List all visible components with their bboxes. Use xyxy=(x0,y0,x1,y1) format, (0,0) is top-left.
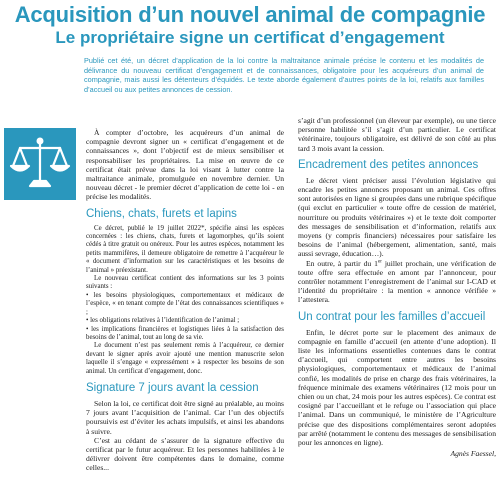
text-run: juillet prochain, une vérification de toute offre sera effectuée en amont par l’annonceur, pour contrôler notamment l’enregistrement de l’animal sur I-CAD et l’identité du propriétaire : la mention « annonce vérifiée » l’attestera. xyxy=(298,258,496,305)
right-column xyxy=(298,116,496,459)
intro-paragraph: Publié cet été, un décret d’application de la loi contre la maltraitance animale précise le contenu et les modalités de délivrance du nouveau certificat d’engagement et de connaissances, obligatoire pour les acquéreurs d’un animal de compagnie, mais aussi les détenteurs d’équidés. Le texte aborde également d’autres points de la loi, relatifs aux familles d’accueil ou aux petites annonces de cession. xyxy=(84,56,484,94)
section-heading: Un contrat pour les familles d’accueil xyxy=(298,310,486,323)
left-column xyxy=(86,128,284,473)
right-paragraph: Le décret vient préciser aussi l’évolution législative qui encadre les petites annonces proposant un animal. Ces offres sont autorisées en ligne si groupées dans une rubrique spécifique (qui exclut en particulier « toute offre de cession de matériel, nourriture ou produits vétérinaires ») et le texte doit comporter des messages de sensibilisation et d’information, relatifs aux moyens (y compris financiers) nécessaires pour satisfaire les besoins de l’animal (hébergement, alimentation, santé, mais aussi sevrage, éducation…). xyxy=(298,175,496,259)
author-signature: Agnès Faessel, xyxy=(450,449,496,459)
left-paragraph: Selon la loi, ce certificat doit être signé au préalable, au moins 7 jours avant l’acquisition de l’animal. Car l’un des objectifs poursuivis est d’éviter les achats impulsifs, et ainsi les abandons à suivre. xyxy=(86,398,284,436)
scales-of-justice-icon xyxy=(4,128,76,200)
left-paragraph: Le nouveau certificat contient des informations sur les 3 points suivants : xyxy=(86,275,284,291)
bullet-item: • les obligations relatives à l’identification de l’animal ; xyxy=(86,317,240,325)
text-run: En outre, à partir du 1 xyxy=(306,258,378,268)
right-paragraph: s’agit d’un professionnel (un éleveur par exemple), ou une tierce personne habilitée s’il s’agit d’un particulier. Le certificat vétérinaire, toujours obligatoire, est délivré de son côté au plus tard 3 mois avant la cession. xyxy=(298,116,496,153)
page-title: Acquisition d’un nouvel animal de compagnie xyxy=(14,2,486,27)
right-paragraph xyxy=(298,259,496,305)
right-paragraph: Enfin, le décret porte sur le placement des animaux de compagnie en famille d’accueil (en attente d’une adoption). Il liste les informations essentielles contenues dans le contrat d’accueil, qui comportent entre autres les besoins physiologiques, comportementaux et médicaux de l’animal confié, les modalités de prise en charge des frais vétérinaires, la fréquence minimale des examens vétérinaires (12 mois pour un chien ou un chat, 24 mois pour les autres espèces). Ce contrat est cosigné par l’accueillant et le refuge ou l’association qui place l’animal. Dans un communiqué, le ministère de l’Agriculture précise que des dispositions complémentaires seront adoptées par arrêté (notamment le contenu des messages de sensibilisation pour les annonces en ligne). xyxy=(298,327,496,448)
bullet-item: • les implications financières et logistiques liées à la satisfaction des besoins de l’animal, tout au long de sa vie. xyxy=(86,325,284,341)
section-heading: Signature 7 jours avant la cession xyxy=(86,381,259,394)
left-paragraph: Ce décret, publié le 19 juillet 2022*, spécifie ainsi les espèces concernées : les chiens, chats, furets et lagomorphes, qu’ils soient cédés à titre gratuit ou onéreux. Pour les autres espèces, notamment les petits mammifères, il demeure obligatoire de remettre à l’acquéreur le « document d’information sur les caractéristiques et les besoins de l’animal » préexistant. xyxy=(86,224,284,274)
left-paragraph: À compter d’octobre, les acquéreurs d’un animal de compagnie devront signer un « certificat d’engagement et de connaissances », dont l’objectif est de mieux sensibiliser et responsabiliser les propriétaires. La mise en œuvre de ce certificat était prévue dans la loi visant à lutter contre la maltraitance animale, promulguée en novembre dernier. Un nouveau décret - le premier décret d’application de cette loi - en précise les modalités. xyxy=(86,128,284,202)
section-heading: Chiens, chats, furets et lapins xyxy=(86,207,237,220)
left-paragraph: C’est au cédant de s’assurer de la signature effective du certificat par le futur acquéreur. Et les personnes habilitées à le délivrer doivent être compétentes dans le domaine, comme celles... xyxy=(86,435,284,473)
bullet-item: • les besoins physiologiques, comportementaux et médicaux de l’espèce, « en tenant compte de l’état des connaissances scientifiques » ; xyxy=(86,291,284,316)
page-subtitle: Le propriétaire signe un certificat d’engagement xyxy=(55,28,445,47)
left-paragraph: Le document n’est pas seulement remis à l’acquéreur, ce dernier devant le signer après avoir ajouté une mention manuscrite selon laquelle il s’engage « expressément » à respecter les besoins de son animal. Un certificat d’engagement, donc. xyxy=(86,342,284,375)
superscript: er xyxy=(377,259,382,265)
section-heading: Encadrement des petites annonces xyxy=(298,158,479,171)
